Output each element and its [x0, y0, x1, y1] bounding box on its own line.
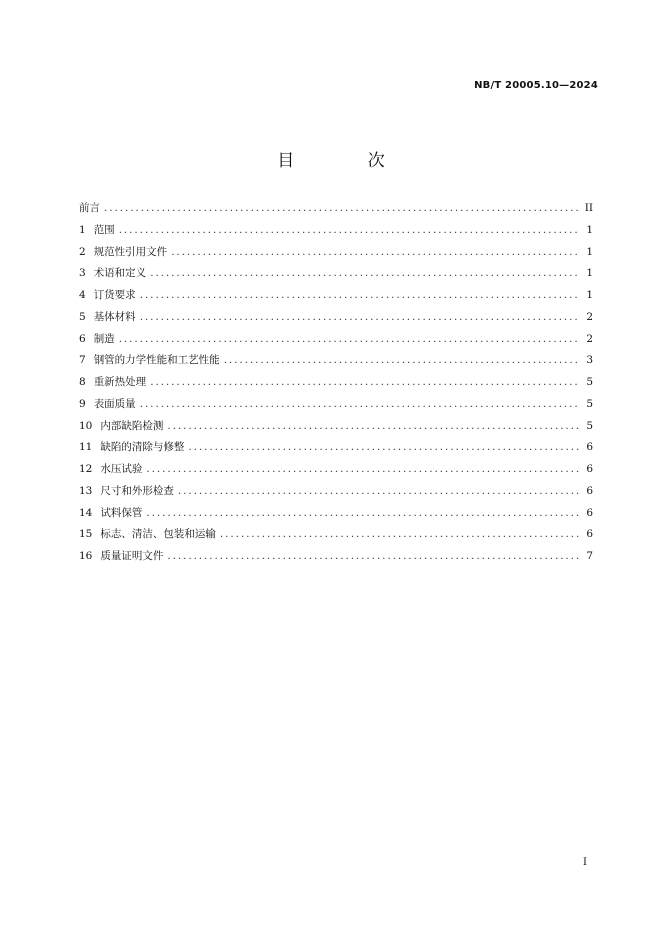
toc-entry[interactable]	[79, 222, 593, 244]
toc-entry-label: 内部缺陷检测	[100, 419, 164, 432]
toc-entry-page: 6	[586, 484, 593, 497]
toc-entry-number: 5	[79, 310, 86, 323]
toc-leader-dots	[119, 222, 579, 238]
toc-entry-label: 钢管的力学性能和工艺性能	[93, 354, 220, 367]
toc-entry-page: 1	[586, 245, 593, 258]
toc-entry-label: 标志、清洁、包装和运输	[100, 528, 216, 541]
page-title: 目 次	[277, 151, 419, 171]
toc-entry-number: 14	[79, 506, 93, 519]
toc-entry-label: 重新热处理	[93, 376, 147, 388]
toc-entry-label: 缺陷的清除与修整	[100, 441, 185, 454]
toc-entry[interactable]	[79, 418, 593, 440]
toc-entry-number: 7	[79, 354, 86, 367]
toc-entry[interactable]	[79, 374, 593, 396]
toc-entry-page: 1	[586, 223, 593, 236]
toc-entry-page: 6	[586, 528, 593, 541]
toc-entry-number: 3	[79, 267, 86, 280]
toc-leader-dots	[150, 265, 579, 281]
toc-entry-label: 基体材料	[93, 310, 136, 323]
toc-entry[interactable]	[79, 548, 593, 570]
toc-entry-number: 15	[79, 528, 93, 541]
toc-entry[interactable]	[79, 287, 593, 309]
toc-entry[interactable]	[79, 200, 593, 222]
toc-leader-dots	[178, 483, 579, 499]
toc-entry-page: 1	[586, 289, 593, 301]
toc-entry-label: 术语和定义	[93, 267, 147, 280]
toc-entry-number: 6	[79, 332, 86, 345]
toc-entry-number: 1	[79, 223, 86, 236]
toc-entry-page: 1	[586, 267, 593, 280]
toc-leader-dots	[150, 374, 579, 390]
toc-entry[interactable]	[79, 483, 593, 505]
toc-entry-page: 2	[586, 332, 593, 345]
toc-entry[interactable]	[79, 439, 593, 461]
toc-entry-number: 13	[79, 484, 93, 497]
toc-entry-label: 规范性引用文件	[93, 245, 168, 258]
toc-entry[interactable]	[79, 505, 593, 527]
toc-entry-number: 2	[79, 245, 86, 258]
toc-entry-label: 试料保管	[100, 506, 143, 519]
toc-entry-label: 订货要求	[93, 289, 136, 301]
toc-leader-dots	[224, 352, 579, 368]
toc-entry-label: 前言	[79, 202, 100, 214]
toc-entry-page: 6	[586, 463, 593, 475]
toc-entry-number: 8	[79, 376, 86, 388]
toc-entry-number: 10	[79, 419, 93, 432]
toc-leader-dots	[146, 505, 579, 521]
toc-leader-dots	[167, 548, 579, 564]
toc-leader-dots	[146, 461, 579, 477]
toc-leader-dots	[171, 244, 579, 260]
toc-leader-dots	[104, 200, 579, 216]
toc-entry-page: 5	[586, 376, 593, 388]
toc-entry[interactable]	[79, 331, 593, 353]
toc-entry[interactable]	[79, 244, 593, 266]
toc-entry-label: 质量证明文件	[100, 550, 164, 562]
toc-entry[interactable]	[79, 526, 593, 548]
toc-entry-number: 16	[79, 550, 93, 562]
toc-entry-page: II	[584, 202, 593, 214]
toc-entry-page: 6	[586, 441, 593, 454]
table-of-contents	[79, 200, 593, 570]
page-number: I	[583, 857, 587, 868]
toc-entry-page: 3	[586, 354, 593, 367]
toc-leader-dots	[140, 287, 579, 303]
toc-entry-label: 水压试验	[100, 463, 143, 475]
toc-entry-page: 6	[586, 506, 593, 519]
toc-entry[interactable]	[79, 352, 593, 374]
toc-leader-dots	[140, 396, 579, 412]
toc-entry-label: 制造	[93, 332, 115, 345]
toc-entry-page: 7	[586, 550, 593, 562]
toc-entry[interactable]	[79, 461, 593, 483]
toc-leader-dots	[188, 439, 579, 455]
toc-leader-dots	[167, 418, 579, 434]
toc-entry-number: 4	[79, 289, 86, 301]
toc-leader-dots	[220, 526, 579, 542]
toc-entry-page: 5	[586, 397, 593, 410]
standard-code: NB/T 20005.10—2024	[474, 80, 598, 91]
toc-entry-number: 12	[79, 463, 93, 475]
toc-leader-dots	[119, 331, 579, 347]
toc-entry-label: 表面质量	[93, 397, 136, 410]
toc-entry[interactable]	[79, 265, 593, 287]
toc-leader-dots	[140, 309, 579, 325]
toc-entry[interactable]	[79, 396, 593, 418]
toc-entry-label: 范围	[93, 223, 115, 236]
toc-entry-number: 9	[79, 397, 86, 410]
toc-entry[interactable]	[79, 309, 593, 331]
toc-entry-number: 11	[79, 441, 93, 454]
toc-entry-label: 尺寸和外形检查	[100, 484, 174, 497]
toc-entry-page: 2	[586, 310, 593, 323]
toc-entry-page: 5	[586, 419, 593, 432]
